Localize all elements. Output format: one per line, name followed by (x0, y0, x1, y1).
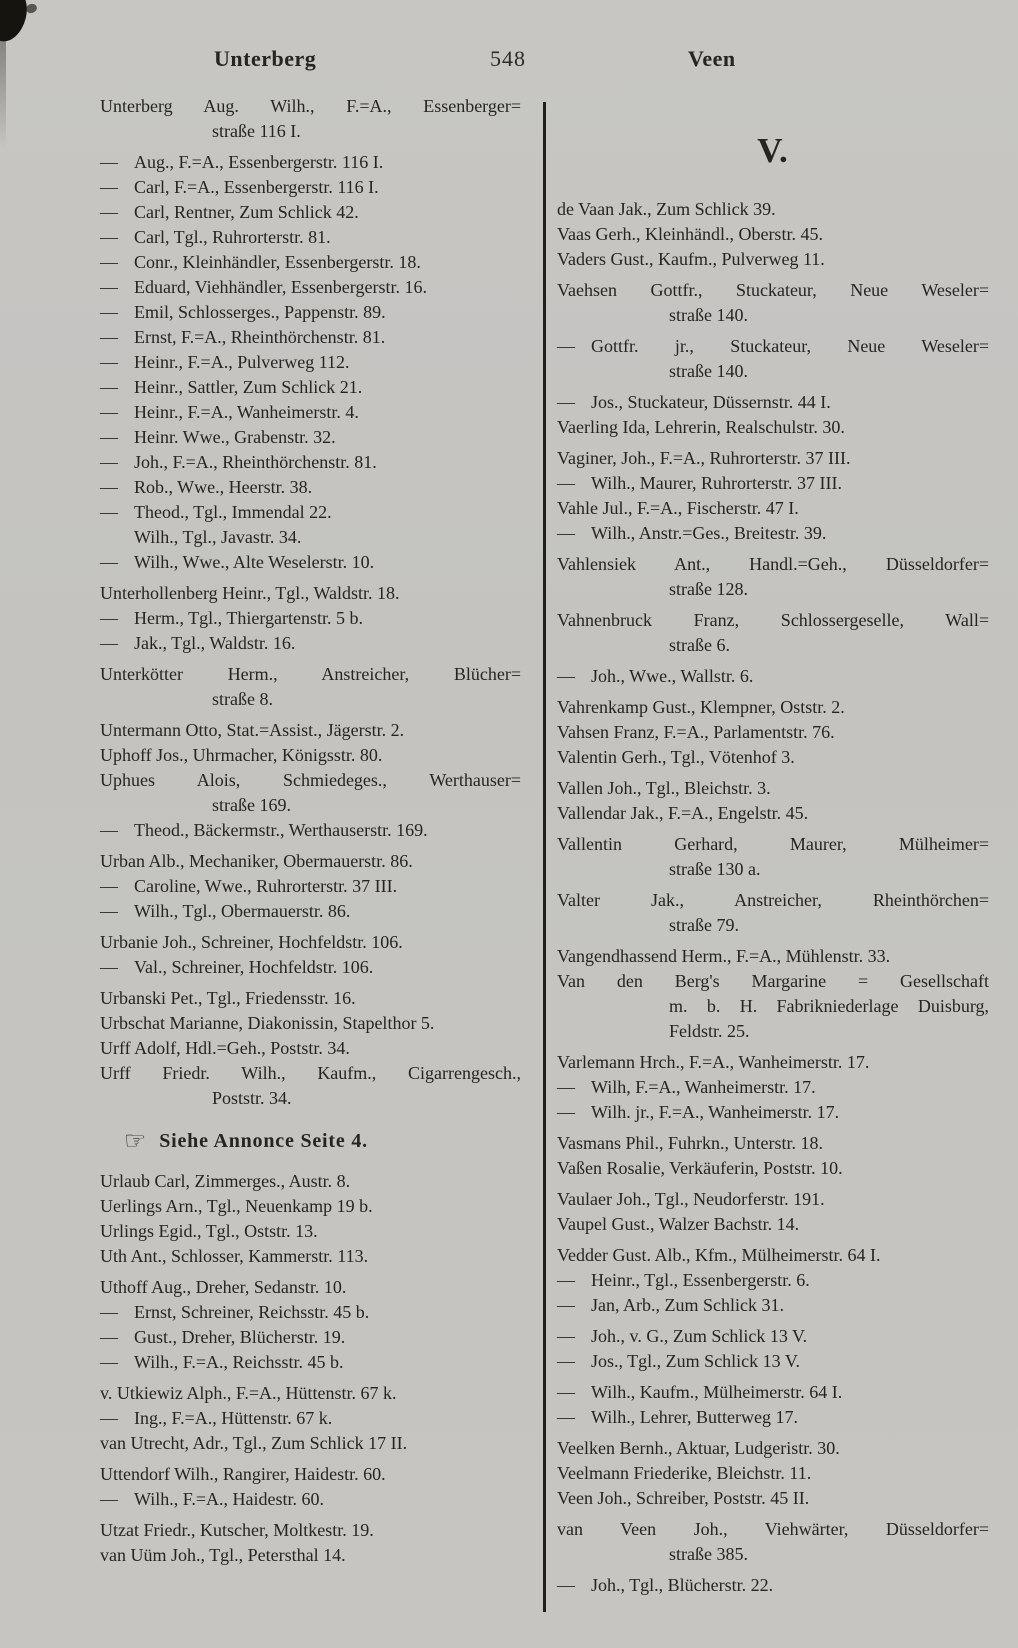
entry-line: van Utrecht, Adr., Tgl., Zum Schlick 17 II. (100, 1433, 408, 1453)
entry-text: Jak., Tgl., Waldstr. 16. (134, 633, 296, 653)
entry-dash: — (100, 876, 118, 896)
directory-entry (100, 275, 521, 300)
directory-entry (557, 334, 989, 384)
entry-line: Vahrenkamp Gust., Klempner, Oststr. 2. (557, 697, 845, 717)
directory-entry (100, 225, 521, 250)
entry-line (557, 664, 989, 689)
entry-text: Jos., Tgl., Zum Schlick 13 V. (591, 1351, 801, 1371)
entry-line (557, 1268, 989, 1293)
directory-entry (100, 743, 521, 768)
entry-dash: — (557, 666, 575, 686)
entry-dash: — (100, 377, 118, 397)
directory-entry (557, 1293, 989, 1318)
entry-line (100, 475, 521, 500)
entry-line: Veen Joh., Schreiber, Poststr. 45 II. (557, 1488, 810, 1508)
column-divider-rule (543, 102, 546, 1612)
entry-text: Wilh., Kaufm., Mülheimerstr. 64 I. (591, 1382, 843, 1402)
entry-line: van Veen Joh., Viehwärter, Düsseldorfer= (557, 1519, 989, 1539)
entry-text: Eduard, Viehhändler, Essenbergerstr. 16. (134, 277, 427, 297)
entry-text: Wilh., Maurer, Ruhrorterstr. 37 III. (591, 473, 842, 493)
entry-line: Vasmans Phil., Fuhrkn., Unterstr. 18. (557, 1133, 824, 1153)
entry-line (100, 325, 521, 350)
entry-line (100, 375, 521, 400)
entry-line: Vahle Jul., F.=A., Fischerstr. 47 I. (557, 498, 799, 518)
entry-line: Vaas Gerh., Kleinhändl., Oberstr. 45. (557, 224, 823, 244)
entry-line: Varlemann Hrch., F.=A., Wanheimerstr. 17. (557, 1052, 870, 1072)
entry-line (100, 300, 521, 325)
entry-text: Ing., F.=A., Hüttenstr. 67 k. (134, 1408, 333, 1428)
directory-entry (100, 768, 521, 818)
entry-line (557, 1293, 989, 1318)
directory-entry (557, 496, 989, 521)
entry-line: v. Utkiewiz Alph., F.=A., Hüttenstr. 67 k. (100, 1383, 397, 1403)
entry-text: Wilh, F.=A., Wanheimerstr. 17. (591, 1077, 816, 1097)
directory-entry (100, 1487, 521, 1512)
entry-line (557, 1573, 989, 1598)
entry-text: Heinr. Wwe., Grabenstr. 32. (134, 427, 336, 447)
entry-line: Urbanski Pet., Tgl., Friedensstr. 16. (100, 988, 356, 1008)
entry-line: de Vaan Jak., Zum Schlick 39. (557, 199, 776, 219)
directory-entry (557, 1212, 989, 1237)
entry-dash: — (100, 152, 118, 172)
entry-line: Vangendhassend Herm., F.=A., Mühlenstr. 33. (557, 946, 891, 966)
entry-line: van Uüm Joh., Tgl., Petersthal 14. (100, 1545, 346, 1565)
entry-text: Caroline, Wwe., Ruhrorterstr. 37 III. (134, 876, 398, 896)
entry-text: Rob., Wwe., Heerstr. 38. (134, 477, 313, 497)
entry-dash: — (100, 302, 118, 322)
entry-text: Carl, Tgl., Ruhrorterstr. 81. (134, 227, 331, 247)
entry-text: Joh., F.=A., Rheinthörchenstr. 81. (134, 452, 377, 472)
entry-text: Gottfr. jr., Stuckateur, Neue Weseler= (591, 336, 989, 356)
directory-entry (100, 450, 521, 475)
directory-entry (557, 720, 989, 745)
entry-dash: — (557, 336, 575, 356)
entry-text: Heinr., Tgl., Essenbergerstr. 6. (591, 1270, 810, 1290)
entry-line (100, 200, 521, 225)
entry-dash: — (557, 1326, 575, 1346)
entry-dash: — (557, 1407, 575, 1427)
directory-entry (557, 1461, 989, 1486)
directory-entry (557, 1517, 989, 1567)
entry-line (557, 1405, 989, 1430)
entry-line (100, 955, 521, 980)
directory-entry (100, 1011, 521, 1036)
entry-dash: — (100, 277, 118, 297)
entry-text: Ernst, Schreiner, Reichsstr. 45 b. (134, 1302, 370, 1322)
directory-entry (557, 1405, 989, 1430)
directory-entry (100, 606, 521, 631)
entry-text: Ernst, F.=A., Rheinthörchenstr. 81. (134, 327, 386, 347)
entry-line: Unterberg Aug. Wilh., F.=A., Essenberger= (100, 96, 521, 116)
directory-entry (100, 1518, 521, 1543)
entry-line (100, 818, 521, 843)
entry-dash: — (557, 523, 575, 543)
entry-line: straße 169. (212, 795, 291, 815)
entry-line (100, 350, 521, 375)
entry-line (100, 400, 521, 425)
entry-dash: — (557, 1077, 575, 1097)
entry-line (557, 1324, 989, 1349)
entry-text: Theod., Bäckermstr., Werthauserstr. 169. (134, 820, 428, 840)
entry-line: Uth Ant., Schlosser, Kammerstr. 113. (100, 1246, 369, 1266)
entry-line: straße 128. (669, 579, 748, 599)
entry-text: Gust., Dreher, Blücherstr. 19. (134, 1327, 346, 1347)
entry-dash: — (557, 1270, 575, 1290)
section-heading: V. (757, 131, 789, 170)
directory-entry (100, 1406, 521, 1431)
directory-entry (557, 247, 989, 272)
entry-text: Joh., Wwe., Wallstr. 6. (591, 666, 754, 686)
entry-line (100, 450, 521, 475)
directory-entry (100, 1325, 521, 1350)
entry-line (557, 1380, 989, 1405)
entry-text: Jos., Stuckateur, Düssernstr. 44 I. (591, 392, 831, 412)
entry-line (100, 275, 521, 300)
directory-entry (557, 1187, 989, 1212)
entry-line: Vahsen Franz, F.=A., Parlamentstr. 76. (557, 722, 835, 742)
entry-line (557, 1075, 989, 1100)
directory-entry (557, 1436, 989, 1461)
entry-text: Wilh. jr., F.=A., Wanheimerstr. 17. (591, 1102, 840, 1122)
entry-line (100, 175, 521, 200)
directory-entry (557, 801, 989, 826)
entry-line (100, 1325, 521, 1350)
directory-entry (100, 550, 521, 575)
directory-entry (100, 955, 521, 980)
entry-line: Vaerling Ida, Lehrerin, Realschulstr. 30. (557, 417, 845, 437)
entry-line: Urff Adolf, Hdl.=Geh., Poststr. 34. (100, 1038, 350, 1058)
left-column (100, 94, 521, 1568)
entry-text: Wilh., F.=A., Reichsstr. 45 b. (134, 1352, 344, 1372)
entry-line: Vaginer, Joh., F.=A., Ruhrorterstr. 37 III. (557, 448, 851, 468)
entry-text: Wilh., Tgl., Obermauerstr. 86. (134, 901, 351, 921)
directory-entry (557, 776, 989, 801)
directory-entry (557, 222, 989, 247)
directory-entry (557, 1380, 989, 1405)
entry-line (100, 250, 521, 275)
directory-entry (100, 1061, 521, 1111)
entry-text: Joh., v. G., Zum Schlick 13 V. (591, 1326, 808, 1346)
entry-dash: — (100, 502, 118, 522)
entry-text: Aug., F.=A., Essenbergerstr. 116 I. (134, 152, 384, 172)
directory-entry (557, 521, 989, 546)
directory-entry (100, 94, 521, 144)
directory-entry (100, 1431, 521, 1456)
directory-entry (557, 197, 989, 222)
entry-dash: — (100, 901, 118, 921)
directory-entry (100, 1350, 521, 1375)
entry-dash: — (100, 633, 118, 653)
entry-line: Valentin Gerh., Tgl., Vötenhof 3. (557, 747, 795, 767)
entry-dash: — (100, 202, 118, 222)
directory-entry (100, 1275, 521, 1300)
entry-dash: — (557, 392, 575, 412)
entry-dash: — (100, 327, 118, 347)
entry-line: Utzat Friedr., Kutscher, Moltkestr. 19. (100, 1520, 374, 1540)
annonce-note (100, 1128, 521, 1154)
entry-text: Wilh., Lehrer, Butterweg 17. (591, 1407, 798, 1427)
entry-dash: — (100, 1302, 118, 1322)
entry-line: Vallen Joh., Tgl., Bleichstr. 3. (557, 778, 771, 798)
directory-entry (100, 425, 521, 450)
entry-line (100, 1300, 521, 1325)
directory-entry (100, 1194, 521, 1219)
directory-entry (557, 969, 989, 1044)
entry-line: straße 6. (669, 635, 730, 655)
entry-line (100, 1487, 521, 1512)
entry-dash: — (100, 1489, 118, 1509)
directory-entry (100, 400, 521, 425)
entry-line: Uphoff Jos., Uhrmacher, Königsstr. 80. (100, 745, 383, 765)
directory-entry (557, 471, 989, 496)
directory-entry (557, 415, 989, 440)
entry-line: Vaulaer Joh., Tgl., Neudorferstr. 191. (557, 1189, 825, 1209)
entry-line: Veelmann Friederike, Bleichstr. 11. (557, 1463, 812, 1483)
entry-text: Conr., Kleinhändler, Essenbergerstr. 18. (134, 252, 421, 272)
entry-line (100, 225, 521, 250)
directory-entry (557, 1156, 989, 1181)
entry-line (557, 334, 989, 359)
header-left-keyword: Unterberg (214, 46, 317, 71)
directory-entry (557, 944, 989, 969)
directory-entry (100, 1036, 521, 1061)
entry-line: straße 116 I. (212, 121, 301, 141)
entry-line: Urban Alb., Mechaniker, Obermauerstr. 86. (100, 851, 413, 871)
directory-entry (100, 300, 521, 325)
directory-entry (100, 250, 521, 275)
entry-dash: — (557, 473, 575, 493)
entry-text: Wilh., F.=A., Haidestr. 60. (134, 1489, 324, 1509)
entry-line: Vaders Gust., Kaufm., Pulverweg 11. (557, 249, 825, 269)
entry-dash: — (100, 1408, 118, 1428)
directory-entry (100, 849, 521, 874)
directory-entry (100, 500, 521, 525)
directory-entry (557, 1050, 989, 1075)
entry-dash: — (100, 252, 118, 272)
entry-line: Vaehsen Gottfr., Stuckateur, Neue Weseler= (557, 280, 989, 300)
entry-line: Urbschat Marianne, Diakonissin, Stapelthor 5. (100, 1013, 435, 1033)
entry-line: Uphues Alois, Schmiedeges., Werthauser= (100, 770, 521, 790)
entry-line: straße 8. (212, 689, 273, 709)
directory-entry (100, 1219, 521, 1244)
entry-line: straße 385. (669, 1544, 748, 1564)
entry-dash: — (557, 1102, 575, 1122)
annonce-text: Siehe Annonce Seite 4. (159, 1130, 368, 1152)
directory-entry (100, 475, 521, 500)
entry-dash: — (100, 957, 118, 977)
directory-entry (557, 1075, 989, 1100)
entry-line: Vahlensiek Ant., Handl.=Geh., Düsseldorfer= (557, 554, 989, 574)
entry-line (100, 550, 521, 575)
entry-line (557, 1349, 989, 1374)
entry-line: Van den Berg's Margarine = Gesellschaft (557, 971, 989, 991)
entry-line: Uerlings Arn., Tgl., Neuenkamp 19 b. (100, 1196, 373, 1216)
entry-line (100, 425, 521, 450)
directory-entry (557, 1573, 989, 1598)
entry-dash: — (100, 427, 118, 447)
directory-entry (557, 278, 989, 328)
entry-dash: — (100, 608, 118, 628)
entry-line (100, 606, 521, 631)
directory-entry (100, 1462, 521, 1487)
entry-dash: — (100, 1327, 118, 1347)
entry-line: Unterkötter Herm., Anstreicher, Blücher= (100, 664, 521, 684)
directory-entry (557, 1324, 989, 1349)
entry-dash: — (557, 1351, 575, 1371)
entry-text: Heinr., Sattler, Zum Schlick 21. (134, 377, 363, 397)
entry-line: Uttendorf Wilh., Rangirer, Haidestr. 60. (100, 1464, 386, 1484)
entry-line: Vaupel Gust., Walzer Bachstr. 14. (557, 1214, 800, 1234)
entry-line: Feldstr. 25. (669, 1021, 750, 1041)
entry-line: Vallendar Jak., F.=A., Engelstr. 45. (557, 803, 809, 823)
directory-entry (100, 325, 521, 350)
directory-entry (100, 874, 521, 899)
entry-line: Poststr. 34. (212, 1088, 292, 1108)
entry-line: straße 140. (669, 305, 748, 325)
entry-line: Urlaub Carl, Zimmerges., Austr. 8. (100, 1171, 351, 1191)
entry-line: straße 130 a. (669, 859, 761, 879)
directory-entry (557, 664, 989, 689)
directory-entry (100, 1300, 521, 1325)
directory-entry (100, 1244, 521, 1269)
entry-line (557, 390, 989, 415)
entry-line: Vedder Gust. Alb., Kfm., Mülheimerstr. 64 I. (557, 1245, 881, 1265)
page-number: 548 (490, 46, 526, 71)
entry-text: Carl, F.=A., Essenbergerstr. 116 I. (134, 177, 379, 197)
directory-entry (100, 818, 521, 843)
entry-dash: — (557, 1575, 575, 1595)
entry-text: Heinr., F.=A., Pulverweg 112. (134, 352, 350, 372)
entry-line: m. b. H. Fabrikniederlage Duisburg, (669, 996, 989, 1016)
entry-line: Veelken Bernh., Aktuar, Ludgeristr. 30. (557, 1438, 840, 1458)
directory-entry (557, 1486, 989, 1511)
entry-line: Urbanie Joh., Schreiner, Hochfeldstr. 106. (100, 932, 403, 952)
directory-entry (100, 581, 521, 606)
entry-dash: — (100, 477, 118, 497)
entry-line: Urlings Egid., Tgl., Oststr. 13. (100, 1221, 318, 1241)
directory-entry (557, 390, 989, 415)
entry-line (100, 500, 521, 525)
entry-line (100, 1350, 521, 1375)
directory-entry (557, 888, 989, 938)
entry-text: Carl, Rentner, Zum Schlick 42. (134, 202, 359, 222)
directory-entry (100, 718, 521, 743)
entry-dash: — (557, 1295, 575, 1315)
entry-line: Vaßen Rosalie, Verkäuferin, Poststr. 10. (557, 1158, 843, 1178)
directory-entry (557, 695, 989, 720)
entry-dash: — (100, 227, 118, 247)
directory-entry (100, 350, 521, 375)
directory-entry (557, 608, 989, 658)
entry-line: Urff Friedr. Wilh., Kaufm., Cigarrengesch., (100, 1063, 521, 1083)
directory-entry (557, 446, 989, 471)
entry-line (100, 525, 521, 550)
entry-text: Jan, Arb., Zum Schlick 31. (591, 1295, 784, 1315)
entry-dash: — (100, 552, 118, 572)
directory-entry (557, 1349, 989, 1374)
entry-dash: — (100, 452, 118, 472)
directory-entry (100, 899, 521, 924)
directory-entry (557, 552, 989, 602)
directory-entry (557, 1131, 989, 1156)
directory-entry (100, 631, 521, 656)
entry-line (557, 471, 989, 496)
directory-entry (100, 200, 521, 225)
entry-dash: — (100, 1352, 118, 1372)
entry-line: Unterhollenberg Heinr., Tgl., Waldstr. 18. (100, 583, 400, 603)
entry-text: Herm., Tgl., Thiergartenstr. 5 b. (134, 608, 363, 628)
entry-line (100, 150, 521, 175)
directory-entry (100, 1543, 521, 1568)
entry-line (100, 874, 521, 899)
entry-text: Val., Schreiner, Hochfeldstr. 106. (134, 957, 374, 977)
entry-line: Untermann Otto, Stat.=Assist., Jägerstr. 2. (100, 720, 405, 740)
entry-line: straße 140. (669, 361, 748, 381)
directory-entry (100, 1381, 521, 1406)
entry-line (557, 1100, 989, 1125)
directory-entry (100, 1169, 521, 1194)
entry-dash: — (100, 177, 118, 197)
entry-line: straße 79. (669, 915, 739, 935)
entry-text: Joh., Tgl., Blücherstr. 22. (591, 1575, 774, 1595)
entry-line (100, 631, 521, 656)
entry-line: Vahnenbruck Franz, Schlossergeselle, Wall= (557, 610, 989, 630)
directory-entry (557, 832, 989, 882)
directory-entry (557, 1243, 989, 1268)
right-column (557, 94, 989, 1598)
directory-entry (557, 1100, 989, 1125)
entry-text: Wilh., Wwe., Alte Weselerstr. 10. (134, 552, 375, 572)
entry-text: Wilh., Anstr.=Ges., Breitestr. 39. (591, 523, 827, 543)
directory-entry (100, 525, 521, 550)
entry-line: Uthoff Aug., Dreher, Sedanstr. 10. (100, 1277, 347, 1297)
entry-text: Theod., Tgl., Immendal 22. (134, 502, 332, 522)
scan-edge-shadow (0, 0, 6, 150)
entry-dash: — (100, 402, 118, 422)
directory-entry (100, 662, 521, 712)
directory-entry (557, 745, 989, 770)
directory-entry (100, 930, 521, 955)
entry-line: Valter Jak., Anstreicher, Rheinthörchen= (557, 890, 989, 910)
entry-dash: — (100, 820, 118, 840)
entry-line (100, 1406, 521, 1431)
directory-entry (100, 175, 521, 200)
directory-entry (100, 375, 521, 400)
entry-text: Heinr., F.=A., Wanheimerstr. 4. (134, 402, 359, 422)
entry-line (100, 899, 521, 924)
directory-entry (557, 1268, 989, 1293)
entry-line (557, 521, 989, 546)
entry-text: Wilh., Tgl., Javastr. 34. (134, 527, 302, 547)
entry-line: Vallentin Gerhard, Maurer, Mülheimer= (557, 834, 989, 854)
entry-text: Emil, Schlosserges., Pappenstr. 89. (134, 302, 386, 322)
directory-entry (100, 150, 521, 175)
entry-dash: — (100, 352, 118, 372)
entry-dash: — (557, 1382, 575, 1402)
directory-entry (100, 986, 521, 1011)
manicule-icon: ☞ (124, 1126, 148, 1155)
header-right-keyword: Veen (688, 46, 736, 71)
